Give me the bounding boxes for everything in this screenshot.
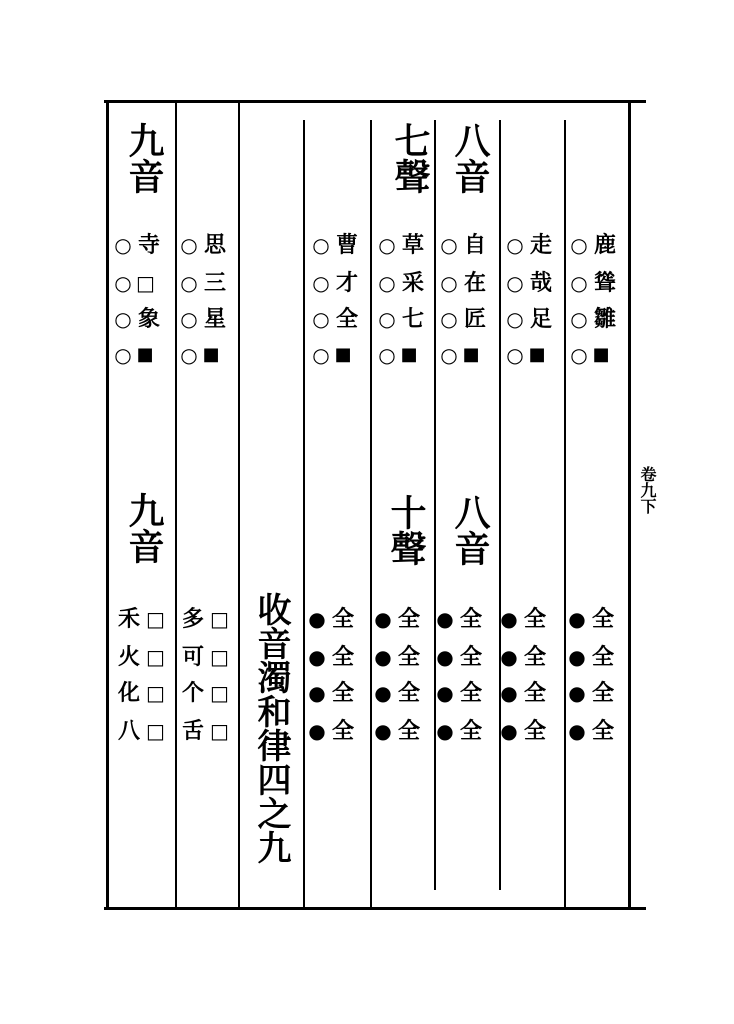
upper-table-cell (180, 228, 242, 262)
lower-table-cell (500, 602, 562, 636)
lower-table-cell (568, 676, 630, 710)
filled-circle-mark: ● (500, 645, 518, 669)
heading-qi-sheng: 七聲 (389, 122, 431, 194)
heading-shi-sheng: 十聲 (385, 494, 427, 566)
open-circle-mark: ○ (440, 233, 458, 257)
glyph: 思 (203, 232, 226, 258)
lower-table-cell (308, 602, 370, 636)
open-square-mark: □ (210, 645, 229, 669)
lower-table-cell (500, 714, 562, 748)
glyph: 全 (591, 680, 614, 706)
lower-table-cell (374, 640, 436, 674)
glyph: 全 (459, 644, 482, 670)
filled-circle-mark: ● (308, 607, 326, 631)
filled-circle-mark: ● (308, 645, 326, 669)
lower-table-cell (180, 602, 242, 636)
filled-circle-mark: ● (568, 719, 586, 743)
glyph: 走 (529, 232, 552, 258)
glyph: 草 (401, 232, 424, 258)
glyph: 多 (181, 606, 204, 632)
open-circle-mark: ○ (506, 343, 524, 367)
glyph: 在 (463, 270, 486, 296)
open-circle-mark: ○ (378, 307, 396, 331)
filled-square-mark: ■ (400, 344, 418, 365)
glyph: 全 (331, 680, 354, 706)
upper-table-cell (312, 338, 374, 372)
glyph: 可 (181, 644, 204, 670)
glyph: 全 (459, 718, 482, 744)
glyph: 全 (331, 644, 354, 670)
open-circle-mark: ○ (570, 271, 588, 295)
lower-table-cell (116, 640, 178, 674)
open-circle-mark: ○ (440, 343, 458, 367)
filled-circle-mark: ● (568, 645, 586, 669)
lower-table-cell (436, 676, 498, 710)
glyph: 全 (397, 606, 420, 632)
upper-table-cell (570, 266, 632, 300)
lower-table-cell (180, 640, 242, 674)
open-square-mark: □ (136, 271, 155, 295)
glyph: 全 (523, 680, 546, 706)
lower-table-cell (568, 714, 630, 748)
heading-ba-yin-upper: 八音 (449, 122, 491, 194)
glyph: 象 (137, 306, 160, 332)
glyph: 才 (335, 270, 358, 296)
filled-circle-mark: ● (436, 681, 454, 705)
open-circle-mark: ○ (440, 307, 458, 331)
lower-table-cell (436, 602, 498, 636)
glyph: 全 (523, 718, 546, 744)
glyph: 七 (401, 306, 424, 332)
open-square-mark: □ (146, 607, 165, 631)
open-circle-mark: ○ (114, 271, 132, 295)
upper-table-cell (180, 338, 242, 372)
glyph: 全 (331, 718, 354, 744)
filled-circle-mark: ● (436, 607, 454, 631)
upper-table-cell (570, 302, 632, 336)
open-circle-mark: ○ (506, 271, 524, 295)
upper-table-cell (506, 266, 568, 300)
open-circle-mark: ○ (312, 343, 330, 367)
open-circle-mark: ○ (570, 343, 588, 367)
upper-table-cell (378, 228, 440, 262)
filled-square-mark: ■ (136, 344, 154, 365)
filled-square-mark: ■ (202, 344, 220, 365)
heading-jiu-yin-upper: 九音 (123, 122, 165, 194)
glyph: 哉 (529, 270, 552, 296)
lower-table-cell (374, 602, 436, 636)
column-rule (303, 120, 305, 910)
glyph: 全 (397, 644, 420, 670)
section-title: 收音濁和律四之九 (251, 592, 291, 864)
upper-table-cell (378, 338, 440, 372)
filled-circle-mark: ● (436, 645, 454, 669)
open-circle-mark: ○ (114, 307, 132, 331)
lower-table-cell (308, 640, 370, 674)
glyph: 全 (523, 606, 546, 632)
filled-circle-mark: ● (374, 645, 392, 669)
lower-table-cell (116, 676, 178, 710)
open-circle-mark: ○ (180, 307, 198, 331)
filled-circle-mark: ● (500, 681, 518, 705)
upper-table-cell (312, 302, 374, 336)
lower-table-cell (308, 676, 370, 710)
upper-table-cell (440, 266, 502, 300)
lower-table-cell (500, 676, 562, 710)
glyph: 全 (459, 606, 482, 632)
open-circle-mark: ○ (378, 271, 396, 295)
glyph: 火 (117, 644, 140, 670)
upper-table-cell (312, 228, 374, 262)
lower-table-cell (374, 676, 436, 710)
lower-table-cell (500, 640, 562, 674)
chapter-marker: 卷九下 (638, 466, 657, 514)
filled-circle-mark: ● (308, 681, 326, 705)
filled-square-mark: ■ (528, 344, 546, 365)
glyph: 全 (591, 606, 614, 632)
glyph: 全 (591, 718, 614, 744)
upper-table-cell (114, 228, 176, 262)
glyph: 全 (331, 606, 354, 632)
open-circle-mark: ○ (180, 271, 198, 295)
filled-circle-mark: ● (374, 719, 392, 743)
lower-table-cell (180, 714, 242, 748)
upper-table-cell (312, 266, 374, 300)
glyph: 自 (463, 232, 486, 258)
filled-square-mark: ■ (462, 344, 480, 365)
upper-table-cell (180, 302, 242, 336)
open-circle-mark: ○ (506, 307, 524, 331)
upper-table-cell (114, 266, 176, 300)
open-circle-mark: ○ (378, 343, 396, 367)
open-circle-mark: ○ (570, 233, 588, 257)
upper-table-cell (570, 338, 632, 372)
glyph: 个 (181, 680, 204, 706)
column-rule (175, 100, 177, 910)
filled-square-mark: ■ (334, 344, 352, 365)
glyph: 星 (203, 306, 226, 332)
filled-circle-mark: ● (308, 719, 326, 743)
upper-table-cell (378, 302, 440, 336)
lower-table-cell (180, 676, 242, 710)
open-square-mark: □ (146, 719, 165, 743)
filled-circle-mark: ● (374, 681, 392, 705)
glyph: 全 (523, 644, 546, 670)
open-square-mark: □ (210, 607, 229, 631)
glyph: 全 (397, 680, 420, 706)
open-square-mark: □ (146, 645, 165, 669)
lower-table-cell (116, 714, 178, 748)
open-circle-mark: ○ (312, 307, 330, 331)
open-circle-mark: ○ (114, 233, 132, 257)
upper-table-cell (506, 338, 568, 372)
glyph: 寺 (137, 232, 160, 258)
open-circle-mark: ○ (440, 271, 458, 295)
upper-table-cell (440, 228, 502, 262)
column-rule (106, 100, 109, 910)
open-square-mark: □ (210, 719, 229, 743)
open-circle-mark: ○ (180, 343, 198, 367)
upper-table-cell (180, 266, 242, 300)
glyph: 全 (335, 306, 358, 332)
glyph: 匠 (463, 306, 486, 332)
lower-table-cell (308, 714, 370, 748)
upper-table-cell (506, 228, 568, 262)
glyph: 化 (117, 680, 140, 706)
glyph: 全 (397, 718, 420, 744)
upper-table-cell (440, 338, 502, 372)
glyph: 鹿 (593, 232, 616, 258)
lower-table-cell (568, 602, 630, 636)
lower-table-cell (374, 714, 436, 748)
open-circle-mark: ○ (570, 307, 588, 331)
filled-square-mark: ■ (592, 344, 610, 365)
glyph: 禾 (117, 606, 140, 632)
heading-ba-yin-lower: 八音 (449, 494, 491, 566)
glyph: 舌 (181, 718, 204, 744)
upper-table-cell (114, 338, 176, 372)
open-circle-mark: ○ (312, 271, 330, 295)
glyph: 八 (117, 718, 140, 744)
upper-table-cell (506, 302, 568, 336)
top-border (104, 100, 646, 103)
column-rule (238, 100, 240, 910)
glyph: 曹 (335, 232, 358, 258)
open-circle-mark: ○ (378, 233, 396, 257)
open-circle-mark: ○ (506, 233, 524, 257)
lower-table-cell (436, 640, 498, 674)
glyph: 采 (401, 270, 424, 296)
upper-table-cell (114, 302, 176, 336)
lower-table-cell (568, 640, 630, 674)
filled-circle-mark: ● (568, 681, 586, 705)
open-circle-mark: ○ (114, 343, 132, 367)
glyph: 全 (459, 680, 482, 706)
open-circle-mark: ○ (312, 233, 330, 257)
lower-table-cell (436, 714, 498, 748)
column-rule (628, 100, 631, 910)
glyph: 雛 (593, 306, 616, 332)
upper-table-cell (570, 228, 632, 262)
glyph: 全 (591, 644, 614, 670)
filled-circle-mark: ● (500, 607, 518, 631)
open-square-mark: □ (210, 681, 229, 705)
open-square-mark: □ (146, 681, 165, 705)
heading-jiu-yin-lower: 九音 (123, 492, 165, 564)
open-circle-mark: ○ (180, 233, 198, 257)
filled-circle-mark: ● (568, 607, 586, 631)
filled-circle-mark: ● (436, 719, 454, 743)
glyph: 足 (529, 306, 552, 332)
filled-circle-mark: ● (374, 607, 392, 631)
upper-table-cell (378, 266, 440, 300)
glyph: 聳 (593, 270, 616, 296)
filled-circle-mark: ● (500, 719, 518, 743)
upper-table-cell (440, 302, 502, 336)
lower-table-cell (116, 602, 178, 636)
glyph: 三 (203, 270, 226, 296)
